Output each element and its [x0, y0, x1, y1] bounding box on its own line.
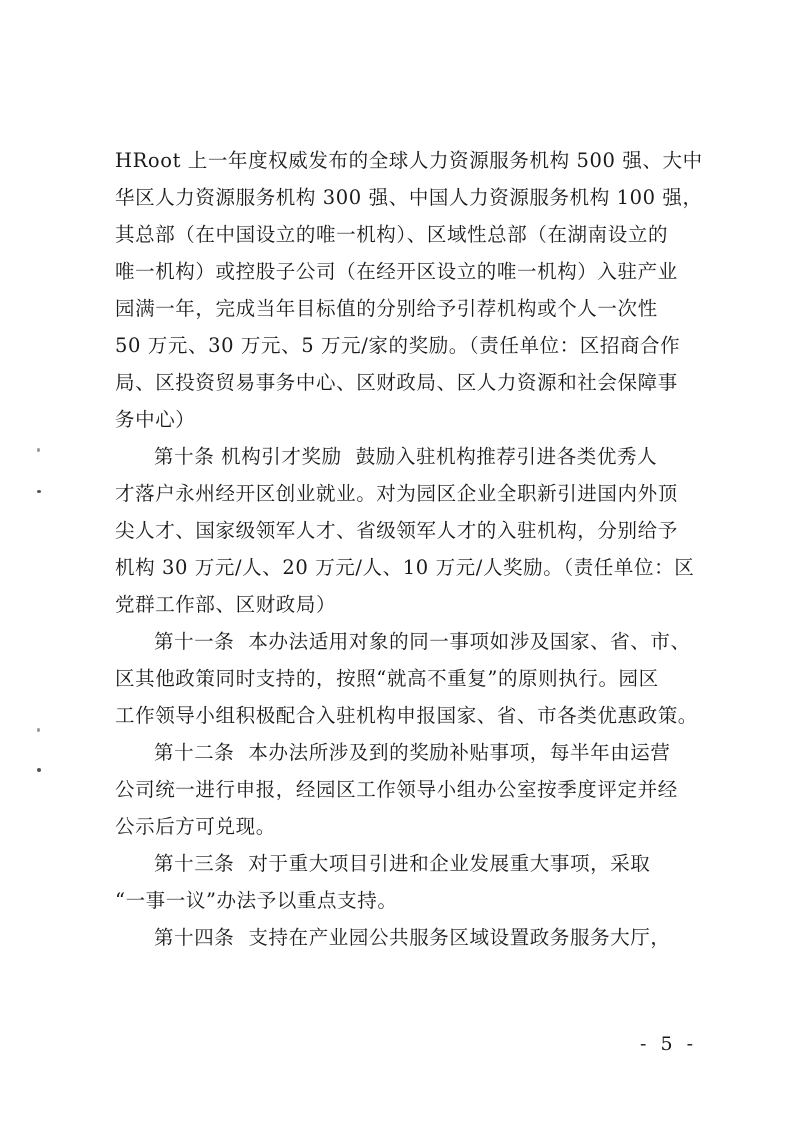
scan-mark	[37, 768, 41, 772]
article-10	[115, 438, 695, 475]
scan-mark	[37, 448, 40, 452]
article-text: 本办法适用对象的同一事项如涉及国家、省、市、	[248, 630, 691, 653]
body-line: HRoot 上一年度权威发布的全球人力资源服务机构 500 强、大中	[115, 149, 703, 172]
body-line: 务中心）	[115, 408, 196, 431]
body-line: 公司统一进行申报，经园区工作领导小组办公室按季度评定并经	[115, 778, 678, 801]
body-line: 区其他政策同时支持的，按照“就高不重复”的原则执行。园区	[115, 667, 659, 690]
body-line: 局、区投资贸易事务中心、区财政局、区人力资源和社会保障事	[115, 371, 678, 394]
article-heading: 第十四条	[154, 926, 235, 949]
body-line: 其总部（在中国设立的唯一机构）、区域性总部（在湖南设立的	[115, 223, 669, 246]
body-line: 党群工作部、区财政局）	[115, 593, 337, 616]
article-11	[115, 623, 695, 660]
article-heading: 第十条 机构引才奖励	[154, 445, 342, 468]
body-line: 工作领导小组积极配合入驻机构申报国家、省、市各类优惠政策。	[115, 704, 698, 727]
article-text: 本办法所涉及到的奖励补贴事项，每半年由运营	[248, 741, 671, 764]
scan-mark	[37, 490, 41, 493]
body-line: 公示后方可兑现。	[115, 815, 276, 838]
article-text: 鼓励入驻机构推荐引进各类优秀人	[355, 445, 658, 468]
article-text: 支持在产业园公共服务区域设置政务服务大厅，	[248, 926, 671, 949]
body-line: “一事一议”办法予以重点支持。	[115, 889, 398, 912]
body-line: 50 万元、30 万元、5 万元/家的奖励。（责任单位：区招商合作	[115, 334, 681, 357]
page-number: - 5 -	[640, 1033, 698, 1055]
article-heading: 第十二条	[154, 741, 235, 764]
article-13	[115, 845, 695, 882]
scan-mark	[37, 728, 40, 732]
body-line: 才落户永州经开区创业就业。对为园区企业全职新引进国内外顶	[115, 482, 678, 505]
body-line: 尖人才、国家级领军人才、省级领军人才的入驻机构，分别给予	[115, 519, 678, 542]
article-12	[115, 734, 695, 771]
article-text: 对于重大项目引进和企业发展重大事项，采取	[248, 852, 651, 875]
body-line: 唯一机构）或控股子公司（在经开区设立的唯一机构）入驻产业	[115, 260, 678, 283]
body-line: 华区人力资源服务机构 300 强、中国人力资源服务机构 100 强，	[115, 186, 703, 209]
body-line: 园满一年，完成当年目标值的分别给予引荐机构或个人一次性	[115, 297, 658, 320]
body-line: 机构 30 万元/人、20 万元/人、10 万元/人奖励。（责任单位：区	[115, 556, 695, 579]
document-body	[115, 142, 703, 956]
article-heading: 第十三条	[154, 852, 235, 875]
article-14	[115, 919, 695, 956]
article-heading: 第十一条	[154, 630, 235, 653]
